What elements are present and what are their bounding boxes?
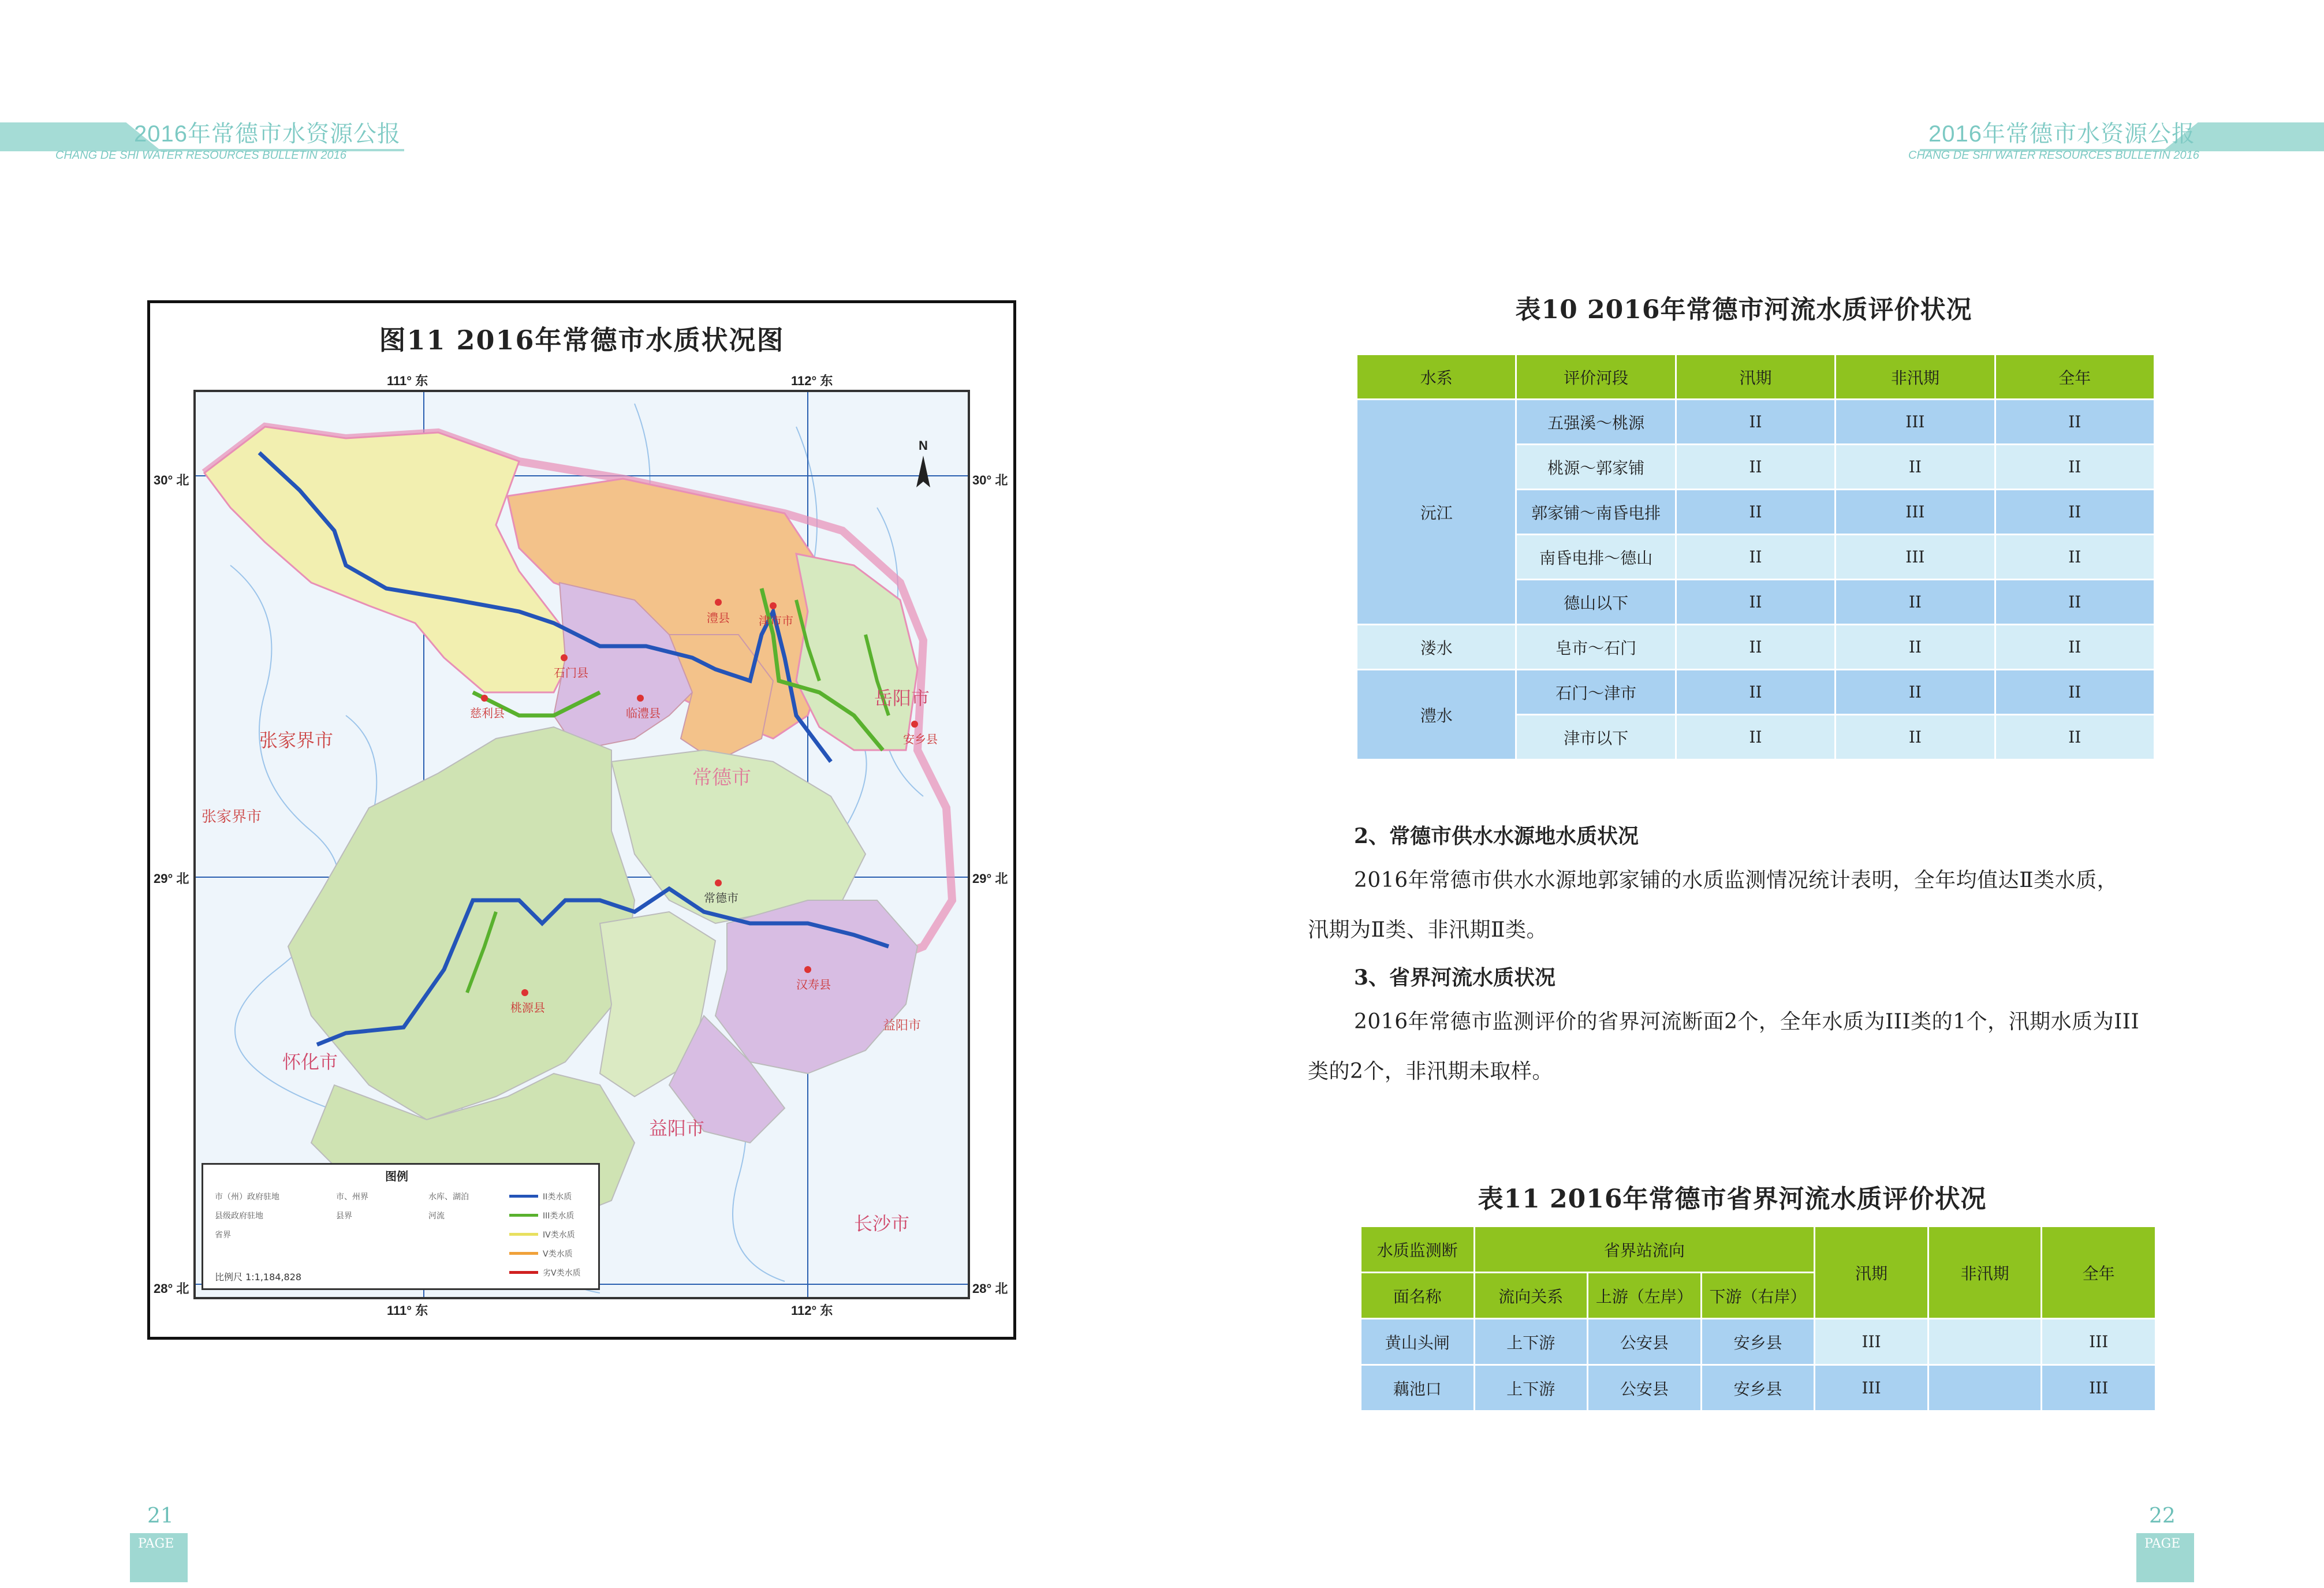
header-right-title: 2016年常德市水资源公报	[1928, 121, 2195, 147]
table11-year: III	[2042, 1319, 2156, 1365]
legend-swatch-iv	[509, 1233, 538, 1236]
table10-system-lishui: 澧水	[1357, 670, 1516, 760]
table10-nonflood: II	[1836, 580, 1995, 625]
table10-section: 郭家铺～南昏电排	[1516, 490, 1676, 535]
coord-right-top: 30° 北	[972, 473, 1008, 487]
section2-heading: 2、常德市供水水源地水质状况	[1354, 824, 1639, 848]
section3-text-line1: 2016年常德市监测评价的省界河流断面2个，全年水质为III类的1个，汛期水质为III	[1354, 1010, 2140, 1034]
legend-item-county: 县级政府驻地	[215, 1211, 263, 1221]
table10-year: II	[1995, 535, 2154, 580]
label-yiyang: 益阳市	[649, 1117, 705, 1139]
table-row	[1361, 1365, 2156, 1411]
table10-nonflood: III	[1836, 535, 1995, 580]
table11-col-year: 全年	[2042, 1227, 2156, 1319]
legend-item-iii: III类水质	[543, 1211, 575, 1221]
label-changde-city: 常德市	[704, 891, 738, 905]
table10-year: II	[1995, 400, 2154, 445]
map-svg	[196, 392, 968, 1297]
table11-col-flood: 汛期	[1815, 1227, 1928, 1319]
table10-flood: II	[1676, 625, 1835, 670]
table10-col-nonflood: 非汛期	[1836, 355, 1995, 400]
legend-item-province-border: 省界	[215, 1231, 231, 1240]
legend-scale: 比例尺 1:1,184,828	[215, 1272, 302, 1283]
page-tab-right	[2136, 1533, 2194, 1582]
label-taoyuan: 桃源县	[510, 1001, 545, 1015]
table11-flow: 上下游	[1474, 1319, 1588, 1365]
table11-up: 公安县	[1588, 1365, 1702, 1411]
table11-name: 黄山头闸	[1361, 1319, 1475, 1365]
table10-section: 五强溪～桃源	[1516, 400, 1676, 445]
table-row	[1361, 1319, 2156, 1365]
table10-section: 南昏电排～德山	[1516, 535, 1676, 580]
table10-col-system: 水系	[1357, 355, 1516, 400]
north-arrow-icon	[916, 438, 930, 487]
table10-section: 德山以下	[1516, 580, 1676, 625]
legend-item-city: 市（州）政府驻地	[215, 1192, 279, 1202]
table10-year: II	[1995, 715, 2154, 760]
map-figure	[147, 300, 1016, 1340]
table11-flood: III	[1815, 1365, 1928, 1411]
page-tab-left	[130, 1533, 188, 1582]
section3-heading: 3、省界河流水质状况	[1354, 966, 1556, 990]
table-row	[1357, 625, 2155, 670]
table11-up: 公安县	[1588, 1319, 1702, 1365]
section2-text-line2: 汛期为Ⅱ类、非汛期Ⅱ类。	[1308, 918, 1547, 942]
table10-flood: II	[1676, 580, 1835, 625]
legend-item-city-border: 市、州界	[336, 1192, 368, 1202]
label-cili: 慈利县	[470, 706, 505, 720]
label-changsha: 长沙市	[854, 1213, 910, 1235]
table11-col-up: 上游（左岸）	[1588, 1273, 1702, 1319]
label-lixian: 澧县	[707, 611, 730, 625]
legend-swatch-worse-v	[509, 1271, 538, 1274]
table10-section: 石门～津市	[1516, 670, 1676, 715]
legend-item-v: V类水质	[543, 1250, 573, 1259]
table10-year: II	[1995, 670, 2154, 715]
table10-header-row	[1357, 355, 2155, 400]
table11-down: 安乡县	[1701, 1365, 1815, 1411]
table10-system-yuanjiang: 沅江	[1357, 400, 1516, 625]
legend-swatch-iii	[509, 1214, 538, 1217]
section3-text-line2: 类的2个，非汛期未取样。	[1308, 1060, 1553, 1083]
section2-text-line1: 2016年常德市供水水源地郭家铺的水质监测情况统计表明，全年均值达Ⅱ类水质，	[1354, 868, 2118, 892]
table10-col-section: 评价河段	[1516, 355, 1676, 400]
table10-flood: II	[1676, 715, 1835, 760]
coord-left-bottom: 28° 北	[154, 1281, 189, 1296]
page-number-left: 21	[147, 1504, 174, 1528]
header-left-title: 2016年常德市水资源公报	[134, 121, 401, 147]
coord-top-right: 112° 东	[791, 374, 833, 388]
table10	[1356, 353, 2155, 761]
table11-flow: 上下游	[1474, 1365, 1588, 1411]
table11-col-name-2: 面名称	[1361, 1273, 1475, 1319]
table10-flood: II	[1676, 400, 1835, 445]
table10-system-loushui: 溇水	[1357, 625, 1516, 670]
table11-col-nonflood: 非汛期	[1928, 1227, 2042, 1319]
label-zhangjiajie-2: 张家界市	[202, 808, 262, 826]
table10-year: II	[1995, 445, 2154, 490]
label-yueyang: 岳阳市	[874, 687, 930, 709]
table10-flood: II	[1676, 490, 1835, 535]
table10-col-year: 全年	[1995, 355, 2154, 400]
legend-item-ii: II类水质	[543, 1192, 572, 1202]
table11-header-row1	[1361, 1227, 2156, 1273]
table10-nonflood: III	[1836, 400, 1995, 445]
coord-right-mid: 29° 北	[972, 871, 1008, 886]
page-label-left: PAGE	[138, 1537, 174, 1551]
table10-section: 桃源～郭家铺	[1516, 445, 1676, 490]
legend-item-lake: 水库、湖泊	[428, 1192, 469, 1202]
map-legend	[202, 1163, 600, 1290]
label-changde: 常德市	[692, 766, 751, 789]
coord-right-bottom: 28° 北	[972, 1281, 1008, 1296]
table11-year: III	[2042, 1365, 2156, 1411]
table10-year: II	[1995, 625, 2154, 670]
table10-title: 表10 2016年常德市河流水质评价状况	[1515, 295, 1972, 325]
table11-nonflood	[1928, 1319, 2042, 1365]
table11-col-name: 水质监测断	[1361, 1227, 1475, 1273]
coord-bottom-left: 111° 东	[387, 1303, 428, 1318]
table10-nonflood: II	[1836, 445, 1995, 490]
page-label-right: PAGE	[2144, 1537, 2181, 1551]
coord-left-top: 30° 北	[154, 473, 189, 487]
region-shimen	[204, 427, 577, 692]
legend-swatch-v	[509, 1252, 538, 1255]
table11-title: 表11 2016年常德市省界河流水质评价状况	[1478, 1184, 1987, 1214]
legend-title: 图例	[385, 1169, 408, 1183]
table10-flood: II	[1676, 445, 1835, 490]
header-right-subtitle: CHANG DE SHI WATER RESOURCES BULLETIN 2016	[1908, 149, 2199, 162]
label-shimen: 石门县	[554, 666, 588, 680]
table-row	[1357, 670, 2155, 715]
table10-section: 津市以下	[1516, 715, 1676, 760]
legend-swatch-ii	[509, 1195, 538, 1198]
legend-item-iv: IV类水质	[543, 1231, 575, 1240]
label-zhangjiajie: 张家界市	[259, 729, 334, 751]
table10-nonflood: II	[1836, 625, 1995, 670]
table11	[1360, 1225, 2157, 1412]
table10-flood: II	[1676, 535, 1835, 580]
table11-flood: III	[1815, 1319, 1928, 1365]
svg-text:N: N	[919, 438, 928, 453]
table10-section: 皂市～石门	[1516, 625, 1676, 670]
table10-nonflood: II	[1836, 715, 1995, 760]
table11-down: 安乡县	[1701, 1319, 1815, 1365]
legend-item-river: 河流	[428, 1211, 445, 1221]
legend-item-county-border: 县界	[336, 1211, 352, 1221]
table10-col-flood: 汛期	[1676, 355, 1835, 400]
table11-col-flow: 流向关系	[1474, 1273, 1588, 1319]
table-row	[1357, 400, 2155, 445]
table10-nonflood: II	[1836, 670, 1995, 715]
table10-year: II	[1995, 490, 2154, 535]
header-left-subtitle: CHANG DE SHI WATER RESOURCES BULLETIN 2016	[55, 149, 346, 162]
table11-nonflood	[1928, 1365, 2042, 1411]
legend-item-worse-v: 劣V类水质	[543, 1269, 581, 1278]
label-huaihua: 怀化市	[282, 1051, 338, 1073]
label-anxiang: 安乡县	[903, 732, 938, 746]
label-jinshi: 津市市	[759, 614, 793, 628]
table11-col-group: 省界站流向	[1474, 1227, 1815, 1273]
coord-bottom-right: 112° 东	[791, 1303, 833, 1318]
table10-nonflood: III	[1836, 490, 1995, 535]
table10-flood: II	[1676, 670, 1835, 715]
page-number-right: 22	[2149, 1504, 2176, 1528]
coord-top-left: 111° 东	[387, 374, 428, 388]
table11-name: 藕池口	[1361, 1365, 1475, 1411]
table10-year: II	[1995, 580, 2154, 625]
label-linli: 临澧县	[626, 706, 661, 720]
map-canvas	[193, 390, 970, 1299]
label-hanshou: 汉寿县	[796, 978, 831, 991]
table11-col-down: 下游（右岸）	[1701, 1273, 1815, 1319]
coord-left-mid: 29° 北	[154, 871, 189, 886]
map-title: 图11 2016年常德市水质状况图	[379, 325, 785, 356]
label-yiyang-2: 益阳市	[883, 1019, 922, 1033]
